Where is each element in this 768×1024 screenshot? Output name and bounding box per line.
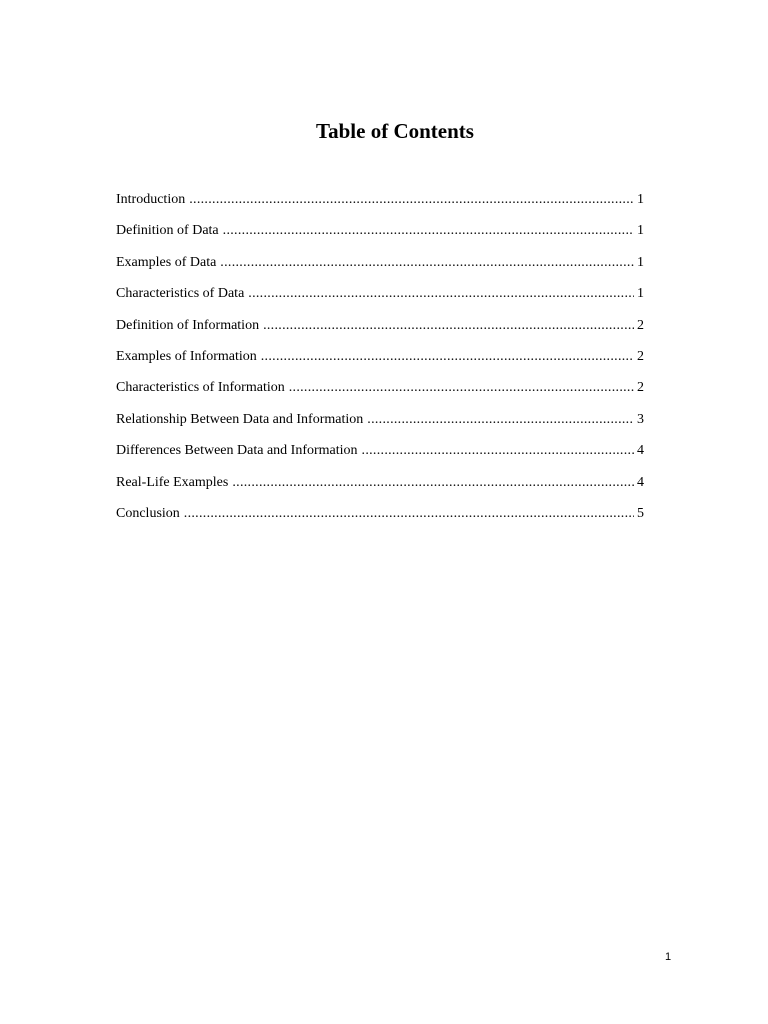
toc-entry-label: Examples of Information	[116, 348, 257, 364]
toc-dot-leader	[189, 188, 634, 212]
toc-dot-leader	[367, 408, 634, 432]
toc-entry-page: 1	[637, 254, 644, 270]
toc-entry-page: 2	[637, 380, 644, 396]
toc-entry-label: Differences Between Data and Information	[116, 443, 358, 459]
page-title: Table of Contents	[316, 119, 474, 143]
toc-entry-page: 4	[637, 474, 644, 490]
toc-entry-label: Characteristics of Data	[116, 286, 245, 302]
toc-entry-label: Relationship Between Data and Information	[116, 411, 364, 427]
toc-entry-page: 1	[637, 286, 644, 302]
toc-entry-page: 1	[637, 223, 644, 239]
toc-entry-label: Real-Life Examples	[116, 474, 229, 490]
toc-entry-conclusion[interactable]	[116, 502, 644, 533]
toc-entry-characteristics-of-information[interactable]	[116, 376, 644, 407]
toc-entry-definition-of-information[interactable]	[116, 314, 644, 345]
toc-entry-label: Introduction	[116, 192, 186, 207]
toc-entry-label: Definition of Information	[116, 317, 260, 333]
toc-dot-leader	[232, 471, 634, 495]
toc-entry-introduction[interactable]	[116, 188, 644, 219]
toc-entry-label: Examples of Data	[116, 254, 217, 270]
toc-entry-page: 5	[637, 505, 644, 521]
toc-entry-page: 4	[637, 443, 644, 459]
toc-entry-characteristics-of-data[interactable]	[116, 282, 644, 313]
toc-entry-label: Definition of Data	[116, 223, 219, 239]
toc-entry-real-life-examples[interactable]	[116, 471, 644, 502]
toc-dot-leader	[289, 376, 634, 400]
toc-entry-page: 2	[637, 348, 644, 364]
toc-entry-page: 1	[637, 192, 644, 207]
toc-entry-page: 2	[637, 317, 644, 333]
toc-entry-examples-of-information[interactable]	[116, 345, 644, 376]
toc-entry-relationship-between-data-and-information[interactable]	[116, 408, 644, 439]
toc-entry-label: Characteristics of Information	[116, 380, 285, 396]
toc-entry-differences-between-data-and-information[interactable]	[116, 439, 644, 470]
toc-entry-definition-of-data[interactable]	[116, 219, 644, 250]
table-of-contents	[116, 188, 644, 533]
toc-entry-label: Conclusion	[116, 505, 180, 521]
toc-dot-leader	[220, 251, 634, 275]
toc-dot-leader	[184, 502, 634, 526]
toc-entry-page: 3	[637, 411, 644, 427]
toc-dot-leader	[263, 314, 634, 338]
toc-dot-leader	[248, 282, 634, 306]
toc-dot-leader	[223, 219, 634, 243]
toc-dot-leader	[362, 439, 634, 463]
toc-dot-leader	[261, 345, 634, 369]
page-number: 1	[665, 951, 672, 963]
toc-entry-examples-of-data[interactable]	[116, 251, 644, 282]
